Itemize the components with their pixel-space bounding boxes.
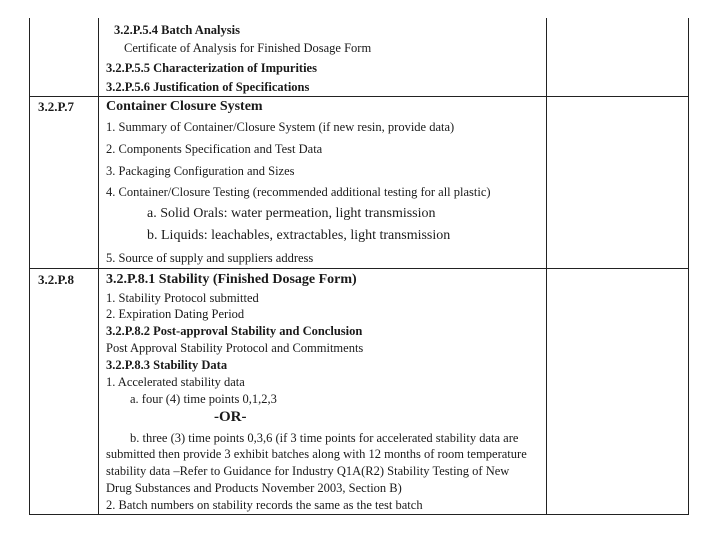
or-separator: -OR-	[214, 409, 247, 425]
list-item: 1. Summary of Container/Closure System (if new resin, provide data)	[106, 120, 455, 134]
list-item: 5. Source of supply and suppliers address	[106, 251, 314, 265]
section-heading: 3.2.P.8.1 Stability (Finished Dosage Form)	[106, 272, 357, 287]
list-item: 4. Container/Closure Testing (recommended additional testing for all plastic)	[106, 185, 491, 199]
section-item: Certificate of Analysis for Finished Dosage Form	[124, 41, 372, 55]
paragraph-line: submitted then provide 3 exhibit batches along with 12 months of room temperature	[106, 447, 527, 461]
section-title: Container Closure System	[106, 99, 263, 114]
list-item: 3. Packaging Configuration and Sizes	[106, 164, 295, 178]
sub-list-item: a. Solid Orals: water permeation, light transmission	[147, 206, 436, 221]
section-heading: 3.2.P.5.5 Characterization of Impurities	[106, 61, 317, 75]
section-heading: 3.2.P.8.2 Post-approval Stability and Conclusion	[106, 324, 363, 338]
sub-list-item: b. three (3) time points 0,3,6 (if 3 time points for accelerated stability data are	[130, 431, 519, 445]
column-divider-2	[546, 18, 547, 515]
table-border-left	[29, 18, 30, 515]
section-item: Post Approval Stability Protocol and Commitments	[106, 341, 364, 355]
paragraph-line: stability data –Refer to Guidance for Industry Q1A(R2) Stability Testing of New	[106, 464, 510, 478]
section-code: 3.2.P.7	[38, 99, 74, 114]
table-border-bottom	[29, 514, 689, 515]
list-item: 1. Stability Protocol submitted	[106, 291, 259, 305]
list-item: 1. Accelerated stability data	[106, 375, 245, 389]
list-item: 2. Expiration Dating Period	[106, 307, 245, 321]
paragraph-line: Drug Substances and Products November 2003, Section B)	[106, 481, 402, 495]
list-item: 2. Batch numbers on stability records the same as the test batch	[106, 498, 423, 512]
row-divider-2	[29, 268, 689, 269]
section-heading: 3.2.P.8.3 Stability Data	[106, 358, 228, 372]
list-item: 2. Components Specification and Test Data	[106, 142, 323, 156]
row-divider-1	[29, 96, 689, 97]
section-heading: 3.2.P.5.6 Justification of Specifications	[106, 80, 310, 94]
sub-list-item: a. four (4) time points 0,1,2,3	[130, 392, 277, 406]
section-code: 3.2.P.8	[38, 272, 74, 287]
column-divider-1	[98, 18, 99, 515]
table-border-right	[688, 18, 689, 515]
section-heading: 3.2.P.5.4 Batch Analysis	[114, 23, 240, 37]
sub-list-item: b. Liquids: leachables, extractables, light transmission	[147, 228, 451, 243]
